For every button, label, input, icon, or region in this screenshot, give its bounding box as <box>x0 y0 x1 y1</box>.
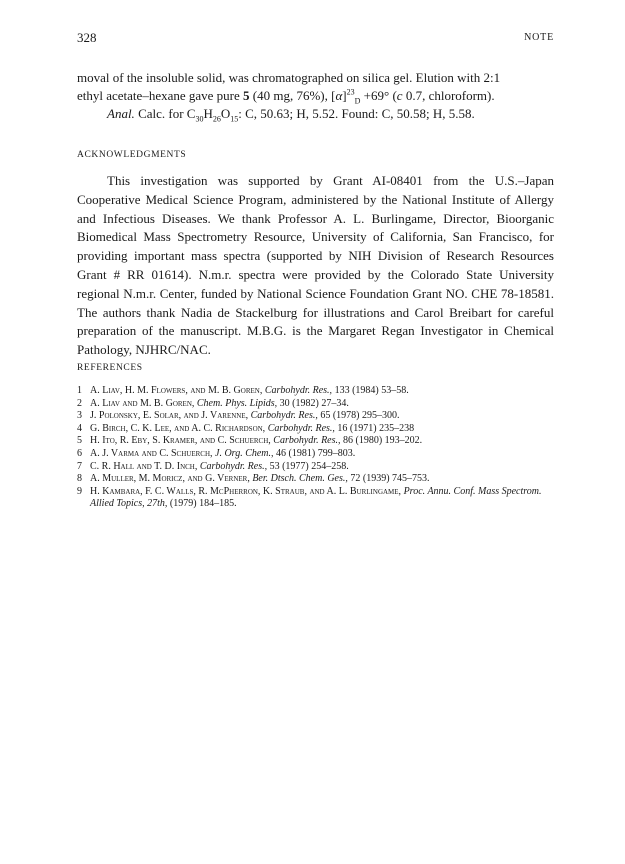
reference-item <box>77 385 557 398</box>
reference-number: 6 <box>77 447 82 459</box>
reference-number: 3 <box>77 410 82 422</box>
running-head: NOTE <box>524 32 554 43</box>
reference-journal: Carbohydr. Res., <box>273 435 341 447</box>
reference-item <box>77 473 557 486</box>
rotation-wavelength: D <box>354 96 361 106</box>
reference-body <box>90 486 557 511</box>
reference-journal: Ber. Dtsch. Chem. Ges., <box>252 473 348 485</box>
reference-body <box>90 461 557 474</box>
references-heading: REFERENCES <box>77 363 143 373</box>
reference-authors: A. Muller, M. Moricz, and G. Verner, <box>90 473 250 485</box>
acknowledgments-paragraph: This investigation was supported by Grant AI-08401 from the U.S.–Japan Cooperative Medical Science Program, administered by the National Institute of Allergy and Infectious Diseases. We thank Professor A. L. Burlingame, Director, Bioorganic Biomedical Mass Spectrometry Resource, University of California, San Francisco, for providing important mass spectra (supported by NIH Division of Research Resources Grant # RR 01614). N.m.r. spectra were provided by the Colorado State University regional N.m.r. Center, funded by National Science Foundation Grant NO. CHE 78-18581. The authors thank Nadia de Stackelburg for illustrations and Carol Breibart for careful preparation of the manuscript. M.B.G. is the Margaret Regan Investigator in Chemical Pathology, NJHRC/NAC. <box>77 173 554 358</box>
reference-journal: Carbohydr. Res., <box>250 410 318 422</box>
reference-details: (1979) 184–185. <box>169 498 237 510</box>
reference-item <box>77 423 557 436</box>
reference-details: 53 (1977) 254–258. <box>269 460 349 472</box>
reference-journal: Chem. Phys. Lipids, <box>196 397 278 409</box>
formula-h: H <box>203 106 213 121</box>
reference-details: 16 (1971) 235–238 <box>337 422 415 434</box>
reference-journal: Carbohydr. Res., <box>264 385 333 396</box>
reference-body <box>90 410 557 423</box>
reference-number: 2 <box>77 397 82 409</box>
concentration-text: 0.7, chloroform). <box>402 88 495 103</box>
page-number: 328 <box>77 30 97 45</box>
reference-details: 30 (1982) 27–34. <box>279 397 349 409</box>
reference-authors: H. Kambara, F. C. Walls, R. McPherron, K. Straub, and A. L. Burlingame, <box>90 485 402 497</box>
reference-body <box>90 473 557 486</box>
reference-details: 72 (1939) 745–753. <box>350 473 430 485</box>
alpha-symbol: α <box>335 88 343 103</box>
formula-o-count: 15 <box>230 114 239 124</box>
reference-number: 4 <box>77 422 82 434</box>
formula-o: O <box>220 106 231 121</box>
reference-item <box>77 486 557 511</box>
yield-text: (40 mg, 76%), [ <box>249 88 336 103</box>
reference-journal: Proc. Annu. Conf. Mass Spectrom. Allied Topics, 27th, <box>90 485 542 510</box>
reference-journal: J. Org. Chem., <box>215 447 274 459</box>
anal-results: : C, 50.63; H, 5.52. Found: C, 50.58; H, 5.58. <box>238 106 475 121</box>
reference-body <box>90 423 557 436</box>
reference-number: 8 <box>77 473 82 485</box>
reference-number: 5 <box>77 435 82 447</box>
reference-details: 133 (1984) 53–58. <box>334 385 409 396</box>
references-list <box>77 385 557 511</box>
intro-line-2 <box>77 87 554 105</box>
reference-journal: Carbohydr. Res., <box>267 422 335 434</box>
reference-authors: A. Liav, H. M. Flowers, and M. B. Goren, <box>90 385 263 396</box>
reference-number: 7 <box>77 460 82 472</box>
anal-calc: Calc. for C <box>134 106 196 121</box>
intro-line-1: moval of the insoluble solid, was chromatographed on silica gel. Elution with 2:1 <box>77 70 501 85</box>
formula-c-count: 30 <box>195 114 204 124</box>
concentration-c: c <box>396 88 403 103</box>
reference-authors: H. Ito, R. Eby, S. Kramer, and C. Schuerch, <box>90 435 271 447</box>
reference-authors: J. Polonsky, E. Solar, and J. Varenne, <box>90 410 249 422</box>
acknowledgments-heading: ACKNOWLEDGMENTS <box>77 150 187 160</box>
reference-journal: Carbohydr. Res., <box>199 460 268 472</box>
reference-details: 86 (1980) 193–202. <box>343 435 423 447</box>
reference-details: 65 (1978) 295–300. <box>320 410 400 422</box>
reference-details: 46 (1981) 799–803. <box>276 447 356 459</box>
reference-number: 1 <box>77 385 82 396</box>
reference-authors: A. Liav and M. B. Goren, <box>90 397 195 409</box>
compound-number: 5 <box>243 88 250 103</box>
reference-authors: A. J. Varma and C. Schuerch, <box>90 447 213 459</box>
reference-item <box>77 410 557 423</box>
reference-body <box>90 435 557 448</box>
rotation-temperature: 23 <box>346 87 355 97</box>
anal-label: Anal. <box>107 106 135 121</box>
reference-body <box>90 385 557 398</box>
reference-authors: C. R. Hall and T. D. Inch, <box>90 460 198 472</box>
elemental-analysis <box>77 105 554 123</box>
reference-number: 9 <box>77 485 82 497</box>
formula-h-count: 26 <box>212 114 221 124</box>
reference-item <box>77 461 557 474</box>
reference-body <box>90 448 557 461</box>
alpha-bracket: ] <box>342 88 347 103</box>
reference-body <box>90 398 557 411</box>
intro-paragraph <box>77 69 554 123</box>
reference-authors: G. Birch, C. K. Lee, and A. C. Richardson, <box>90 422 266 434</box>
reference-item <box>77 398 557 411</box>
reference-item <box>77 435 557 448</box>
rotation-value: +69° ( <box>360 88 397 103</box>
reference-item <box>77 448 557 461</box>
intro-line-2-start: ethyl acetate–hexane gave pure <box>77 88 244 103</box>
